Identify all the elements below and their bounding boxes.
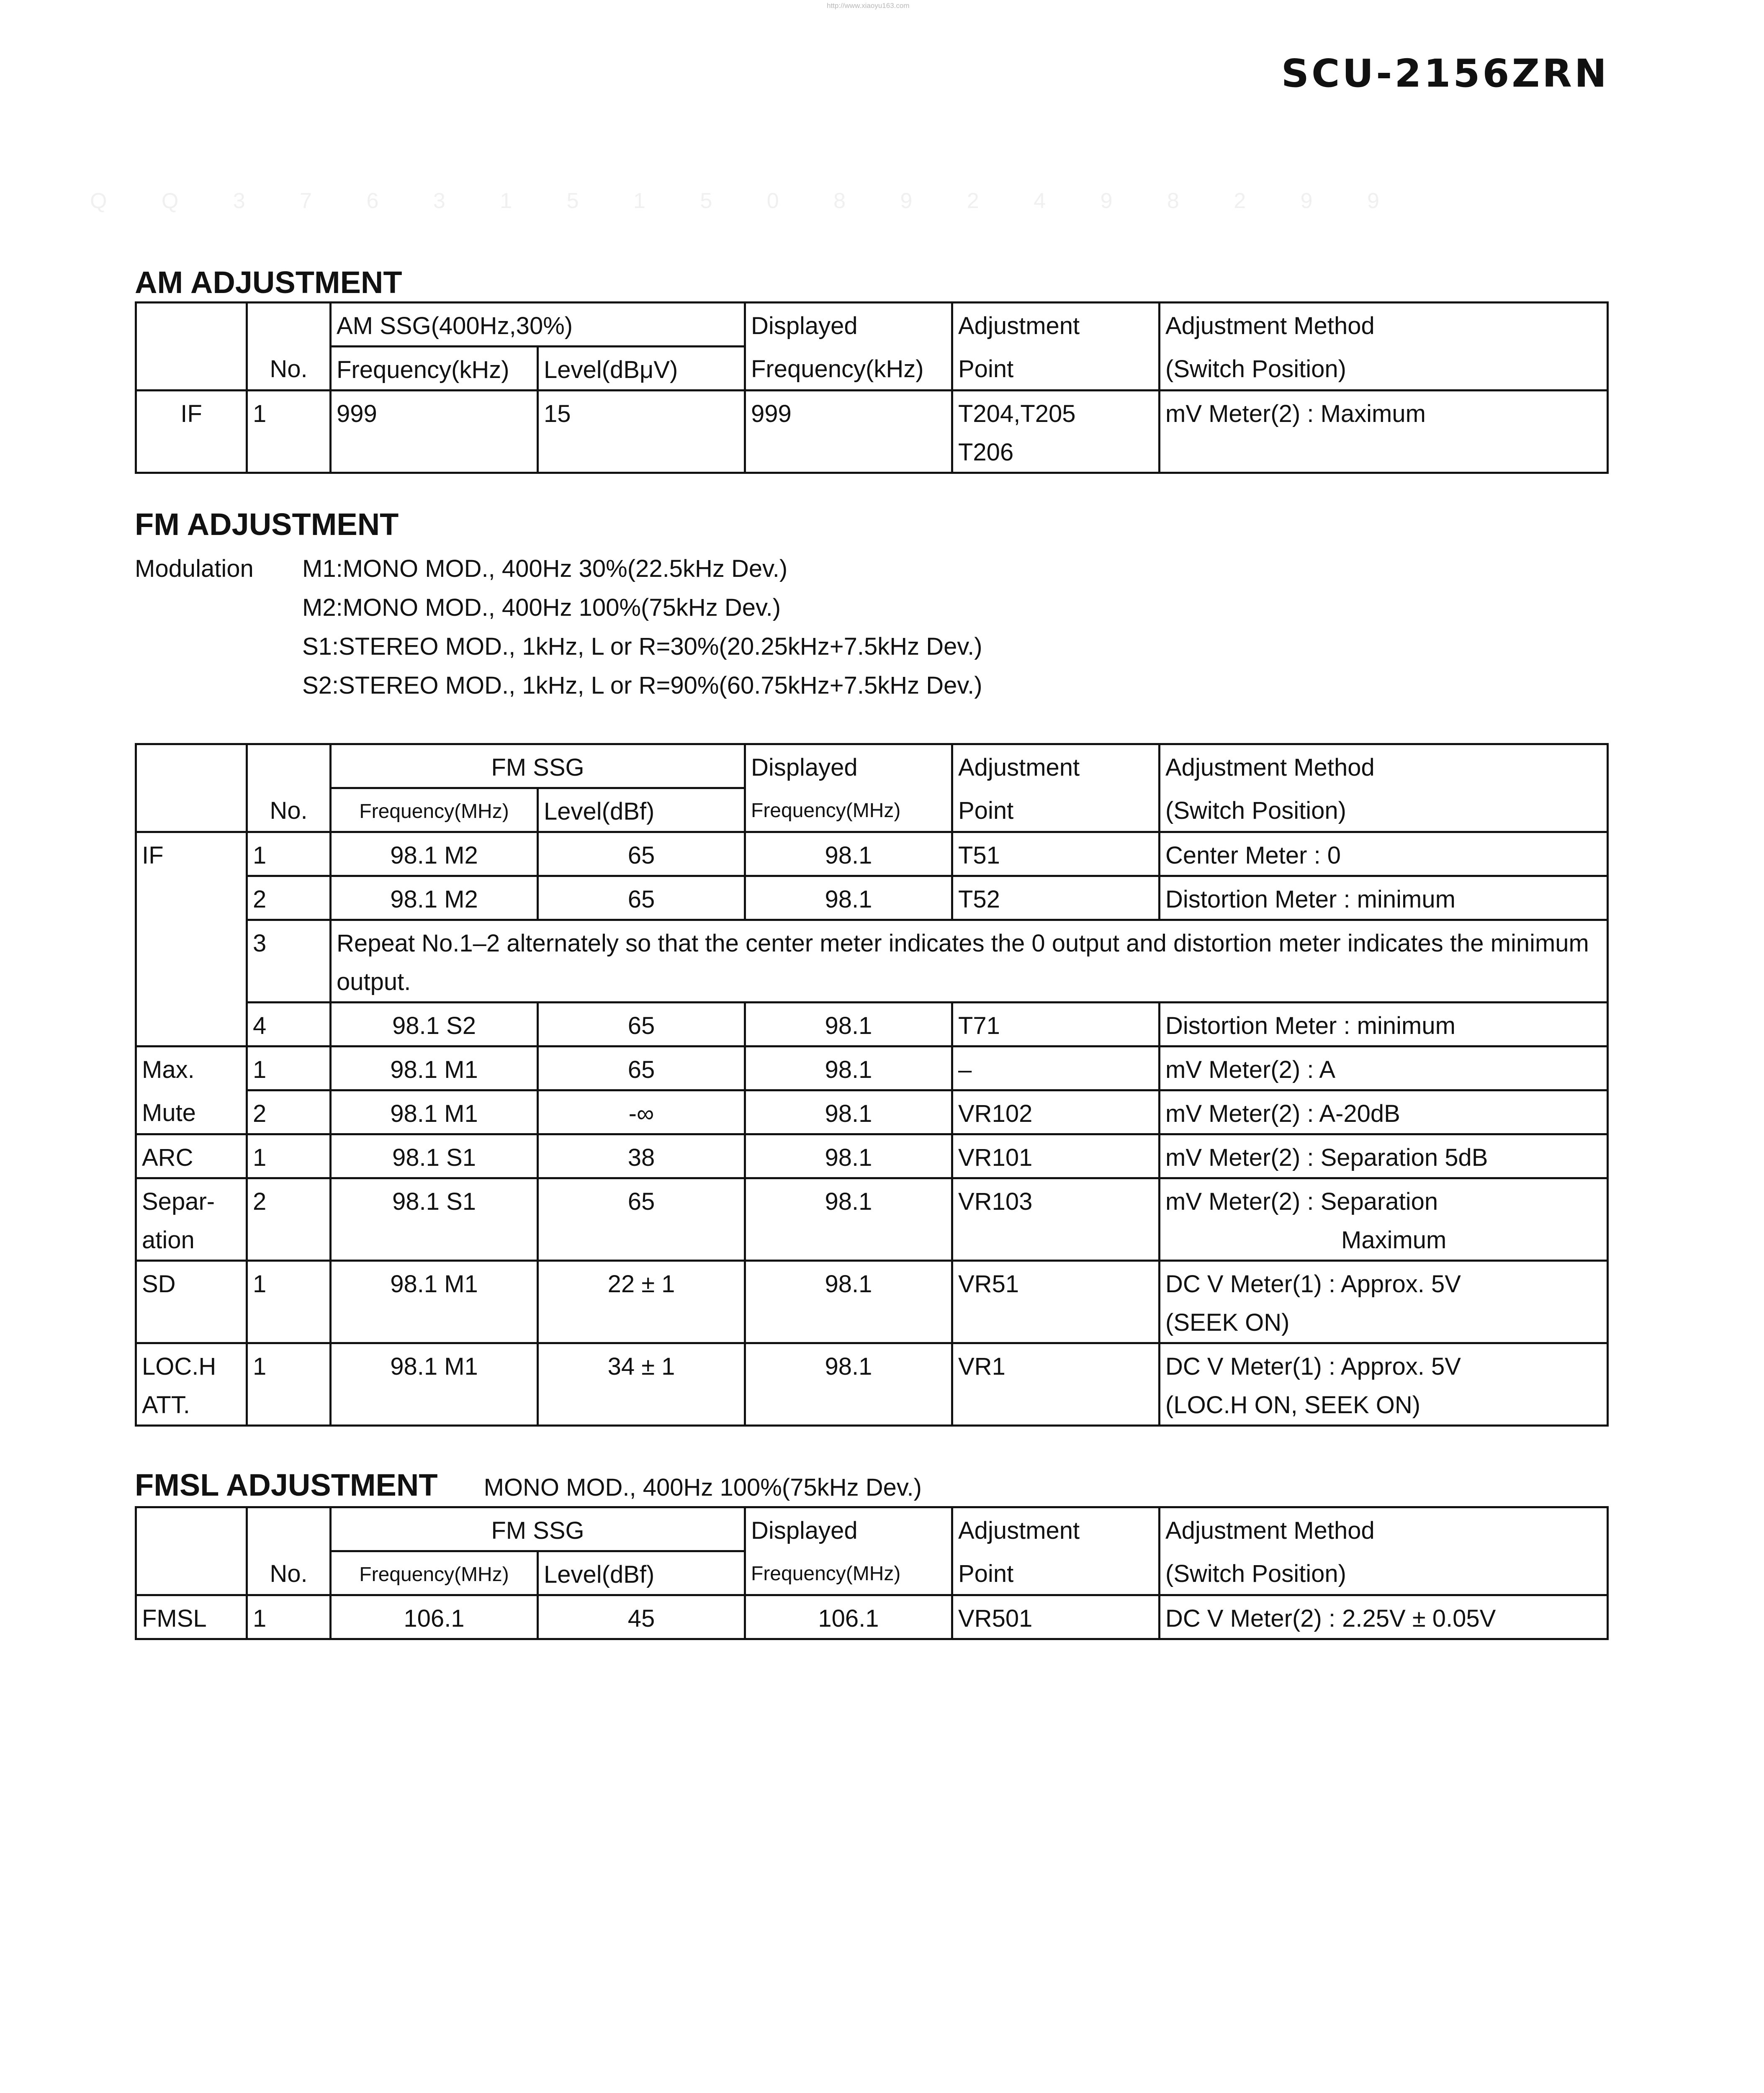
- fm-method: mV Meter(2) : A: [1160, 1046, 1608, 1090]
- am-table: [135, 301, 1609, 474]
- am-head-switch: (Switch Position): [1160, 347, 1608, 391]
- fm-group-sd: SD: [136, 1261, 247, 1343]
- fm-no: 1: [247, 1261, 331, 1343]
- table-row: [136, 391, 1608, 473]
- fm-adjust-point: VR101: [952, 1134, 1160, 1178]
- fmsl-head-adjustment: Adjustment: [952, 1507, 1160, 1551]
- fm-level: 34 ± 1: [538, 1343, 745, 1426]
- fmsl-head-blank: [136, 1507, 247, 1551]
- model-number: SCU-2156ZRN: [1281, 51, 1609, 96]
- fmsl-title: [135, 1467, 922, 1503]
- fm-table: [135, 743, 1609, 1427]
- fmsl-head-displayed-freq: Frequency(MHz): [745, 1551, 952, 1595]
- fm-group-separation-2: ation: [142, 1226, 195, 1254]
- fm-group-arc: ARC: [136, 1134, 247, 1178]
- am-adjust-point-2: T206: [958, 439, 1014, 466]
- table-row: [136, 1003, 1608, 1046]
- fm-frequency: 98.1 S2: [331, 1003, 538, 1046]
- fm-no: 1: [247, 1343, 331, 1426]
- table-row: [136, 1178, 1608, 1261]
- fm-method: Center Meter : 0: [1160, 832, 1608, 876]
- am-method: mV Meter(2) : Maximum: [1160, 391, 1608, 473]
- fm-title: FM ADJUSTMENT: [135, 507, 399, 542]
- table-row: [136, 1343, 1608, 1426]
- am-title: AM ADJUSTMENT: [135, 265, 402, 300]
- fm-method-line-2: Maximum: [1341, 1226, 1447, 1254]
- am-head-ssg: AM SSG(400Hz,30%): [331, 303, 745, 347]
- fm-adjust-point: VR103: [952, 1178, 1160, 1261]
- fm-group-separation-1: Separ-: [142, 1188, 215, 1215]
- am-head-point: Point: [952, 347, 1160, 391]
- modulation-s1: S1:STEREO MOD., 1kHz, L or R=30%(20.25kHz+7.5kHz Dev.): [302, 633, 982, 660]
- fm-head-ssg: FM SSG: [331, 744, 745, 788]
- fm-head-blank: [136, 744, 247, 788]
- fm-frequency: 98.1 M1: [331, 1046, 538, 1090]
- fm-group-max: Max.: [136, 1046, 247, 1090]
- fm-frequency: 98.1 M2: [331, 876, 538, 920]
- fm-head-level: Level(dBf): [538, 788, 745, 832]
- fm-frequency: 98.1 M1: [331, 1261, 538, 1343]
- fm-group-loch-1: LOC.H: [142, 1353, 216, 1380]
- fm-adjust-point: T52: [952, 876, 1160, 920]
- fm-method-line-1: mV Meter(2) : Separation: [1165, 1188, 1438, 1215]
- fm-group-loch-2: ATT.: [142, 1391, 190, 1419]
- modulation-s2: S2:STEREO MOD., 1kHz, L or R=90%(60.75kHz+7.5kHz Dev.): [302, 672, 982, 699]
- fmsl-method: DC V Meter(2) : 2.25V ± 0.05V: [1160, 1595, 1608, 1639]
- fm-method-line-1: DC V Meter(1) : Approx. 5V: [1165, 1353, 1461, 1380]
- fmsl-head-frequency: Frequency(MHz): [331, 1551, 538, 1595]
- fm-method: mV Meter(2) : A-20dB: [1160, 1090, 1608, 1134]
- fm-displayed: 98.1: [745, 1261, 952, 1343]
- fmsl-head-switch: (Switch Position): [1160, 1551, 1608, 1595]
- am-head-frequency: Frequency(kHz): [331, 347, 538, 391]
- fm-adjust-point: –: [952, 1046, 1160, 1090]
- fm-no: 4: [247, 1003, 331, 1046]
- am-displayed: 999: [745, 391, 952, 473]
- am-head-method: Adjustment Method: [1160, 303, 1608, 347]
- am-adjust-point: [952, 391, 1160, 473]
- fm-no: 1: [247, 1046, 331, 1090]
- fmsl-head-blank-2: [136, 1551, 247, 1595]
- fmsl-displayed: 106.1: [745, 1595, 952, 1639]
- fm-frequency: 98.1 M2: [331, 832, 538, 876]
- fm-displayed: 98.1: [745, 1178, 952, 1261]
- fm-method: [1160, 1343, 1608, 1426]
- fmsl-adjust-point: VR501: [952, 1595, 1160, 1639]
- fm-head-switch: (Switch Position): [1160, 788, 1608, 832]
- am-head-displayed: Displayed: [745, 303, 952, 347]
- fm-method-line-2: (LOC.H ON, SEEK ON): [1165, 1391, 1421, 1419]
- fm-level: 65: [538, 1178, 745, 1261]
- fm-method-line-1: DC V Meter(1) : Approx. 5V: [1165, 1270, 1461, 1298]
- table-row: [136, 876, 1608, 920]
- am-head-no: No.: [247, 347, 331, 391]
- fm-adjust-point: T51: [952, 832, 1160, 876]
- table-row: [136, 1261, 1608, 1343]
- fmsl-level: 45: [538, 1595, 745, 1639]
- table-row: [136, 1046, 1608, 1090]
- fmsl-head-no: No.: [247, 1551, 331, 1595]
- fmsl-head-ssg: FM SSG: [331, 1507, 745, 1551]
- fm-displayed: 98.1: [745, 832, 952, 876]
- fm-frequency: 98.1 S1: [331, 1178, 538, 1261]
- fmsl-head-point: Point: [952, 1551, 1160, 1595]
- fm-no: 2: [247, 1178, 331, 1261]
- fm-method: Distortion Meter : minimum: [1160, 1003, 1608, 1046]
- fm-head-no: No.: [247, 788, 331, 832]
- table-row: [136, 1595, 1608, 1639]
- fm-group-loch: [136, 1343, 247, 1426]
- fm-frequency: 98.1 S1: [331, 1134, 538, 1178]
- top-url: http://www.xiaoyu163.com: [827, 2, 910, 10]
- fmsl-head-level: Level(dBf): [538, 1551, 745, 1595]
- modulation-label: Modulation: [135, 555, 254, 582]
- fm-displayed: 98.1: [745, 1134, 952, 1178]
- fm-displayed: 98.1: [745, 876, 952, 920]
- am-head-blank: [136, 303, 247, 347]
- fm-head-point: Point: [952, 788, 1160, 832]
- fm-head-no-blank: [247, 744, 331, 788]
- fm-level: 38: [538, 1134, 745, 1178]
- ghost-text-top: Q Q 3 7 6 3 1 5 1 5 0 8 9 2 4 9 8 2 9 9: [90, 189, 1404, 213]
- fmsl-group: FMSL: [136, 1595, 247, 1639]
- fm-frequency: 98.1 M1: [331, 1343, 538, 1426]
- am-group: IF: [136, 391, 247, 473]
- am-frequency: 999: [331, 391, 538, 473]
- modulation-m2: M2:MONO MOD., 400Hz 100%(75kHz Dev.): [302, 594, 781, 621]
- fm-method: mV Meter(2) : Separation 5dB: [1160, 1134, 1608, 1178]
- fm-group-if: IF: [136, 832, 247, 1046]
- fm-head-displayed-freq: Frequency(MHz): [745, 788, 952, 832]
- am-head-no-blank: [247, 303, 331, 347]
- fm-level: 65: [538, 1003, 745, 1046]
- fm-adjust-point: T71: [952, 1003, 1160, 1046]
- table-row: [136, 1134, 1608, 1178]
- fm-adjust-point: VR51: [952, 1261, 1160, 1343]
- table-row: [136, 1090, 1608, 1134]
- fm-displayed: 98.1: [745, 1046, 952, 1090]
- modulation-m1: M1:MONO MOD., 400Hz 30%(22.5kHz Dev.): [302, 555, 788, 582]
- fmsl-head-method: Adjustment Method: [1160, 1507, 1608, 1551]
- fm-level: -∞: [538, 1090, 745, 1134]
- fm-no: 3: [247, 920, 331, 1003]
- fm-method: Distortion Meter : minimum: [1160, 876, 1608, 920]
- fm-method-line-2: (SEEK ON): [1165, 1309, 1290, 1336]
- fm-displayed: 98.1: [745, 1090, 952, 1134]
- am-head-adjustment: Adjustment: [952, 303, 1160, 347]
- fm-adjust-point: VR1: [952, 1343, 1160, 1426]
- fm-group-mute: Mute: [136, 1090, 247, 1134]
- fm-head-method: Adjustment Method: [1160, 744, 1608, 788]
- fmsl-no: 1: [247, 1595, 331, 1639]
- fm-head-displayed: Displayed: [745, 744, 952, 788]
- fmsl-head-no-blank: [247, 1507, 331, 1551]
- fm-level: 22 ± 1: [538, 1261, 745, 1343]
- am-adjust-point-1: T204,T205: [958, 400, 1076, 427]
- fm-no: 1: [247, 832, 331, 876]
- table-row: [136, 832, 1608, 876]
- fm-group-separation: [136, 1178, 247, 1261]
- fm-repeat-note: Repeat No.1–2 alternately so that the center meter indicates the 0 output and distortion meter indicates the minimum output.: [331, 920, 1608, 1003]
- am-level: 15: [538, 391, 745, 473]
- fmsl-frequency: 106.1: [331, 1595, 538, 1639]
- fm-level: 65: [538, 832, 745, 876]
- fm-head-blank-2: [136, 788, 247, 832]
- fmsl-subtitle: MONO MOD., 400Hz 100%(75kHz Dev.): [483, 1474, 922, 1501]
- fmsl-table: [135, 1506, 1609, 1640]
- fm-frequency: 98.1 M1: [331, 1090, 538, 1134]
- table-row: [136, 920, 1608, 1003]
- fm-no: 2: [247, 876, 331, 920]
- fm-displayed: 98.1: [745, 1003, 952, 1046]
- am-no: 1: [247, 391, 331, 473]
- fm-displayed: 98.1: [745, 1343, 952, 1426]
- fm-no: 1: [247, 1134, 331, 1178]
- fmsl-head-displayed: Displayed: [745, 1507, 952, 1551]
- am-head-blank-2: [136, 347, 247, 391]
- fm-method: [1160, 1261, 1608, 1343]
- fm-head-adjustment: Adjustment: [952, 744, 1160, 788]
- fm-level: 65: [538, 876, 745, 920]
- fm-level: 65: [538, 1046, 745, 1090]
- fm-head-frequency: Frequency(MHz): [331, 788, 538, 832]
- fm-no: 2: [247, 1090, 331, 1134]
- am-head-displayed-freq: Frequency(kHz): [745, 347, 952, 391]
- fmsl-heading: FMSL ADJUSTMENT: [135, 1468, 438, 1502]
- fm-adjust-point: VR102: [952, 1090, 1160, 1134]
- am-head-level: Level(dBμV): [538, 347, 745, 391]
- fm-method: [1160, 1178, 1608, 1261]
